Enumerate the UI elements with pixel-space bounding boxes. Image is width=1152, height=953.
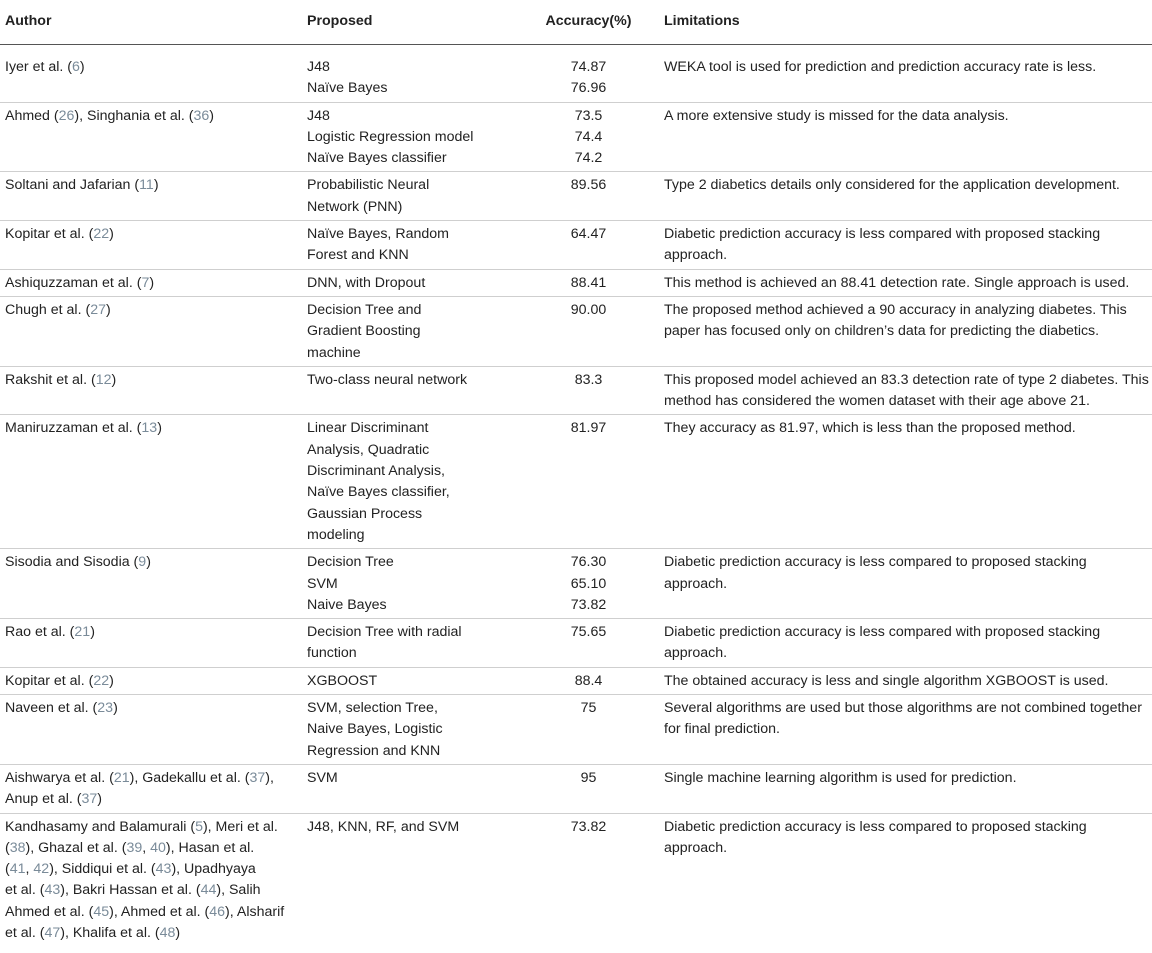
proposed-method: Naïve Bayes, Random: [307, 226, 449, 243]
author-line: [5, 671, 302, 692]
column-header-author: Author: [0, 0, 302, 45]
limitations-cell: [659, 172, 1152, 221]
proposed-method: Decision Tree and: [307, 301, 422, 318]
citation-link[interactable]: 11: [139, 177, 154, 194]
author-text: ): [113, 700, 118, 717]
author-text: ), Siddiqui et al. (: [49, 861, 156, 878]
accuracy-cell: [518, 296, 659, 366]
citation-link[interactable]: 26: [58, 107, 75, 124]
citation-link[interactable]: 48: [159, 924, 176, 941]
proposed-method: J48: [307, 59, 330, 75]
proposed-method: Forest and KNN: [307, 247, 409, 264]
limitations-cell: [659, 102, 1152, 172]
proposed-method: Naive Bayes, Logistic: [307, 721, 443, 738]
limitations-text: Diabetic prediction accuracy is less compared to proposed stacking approach.: [664, 554, 1087, 592]
author-cell: [0, 619, 302, 668]
limitations-text: The obtained accuracy is less and single algorithm XGBOOST is used.: [664, 672, 1109, 689]
limitations-text: WEKA tool is used for prediction and prediction accuracy rate is less.: [664, 59, 1097, 75]
proposed-method: SVM: [307, 769, 338, 786]
proposed-cell: [302, 221, 518, 270]
limitations-text: Diabetic prediction accuracy is less compared to proposed stacking approach.: [664, 818, 1087, 856]
author-text: ,: [25, 861, 34, 878]
accuracy-value: 83.3: [574, 371, 603, 388]
table-row: [0, 813, 1152, 946]
proposed-method: Naive Bayes: [307, 596, 387, 613]
citation-link[interactable]: 9: [138, 554, 147, 571]
accuracy-cell: [518, 667, 659, 694]
citation-link[interactable]: 42: [33, 861, 50, 878]
author-text: ): [79, 59, 85, 75]
author-text: ): [90, 624, 95, 641]
author-text: Kopitar et al. (: [5, 226, 94, 243]
proposed-method: Decision Tree: [307, 554, 394, 571]
table-header-row: [0, 0, 1152, 45]
citation-link[interactable]: 21: [74, 624, 91, 641]
table-row: [0, 415, 1152, 549]
accuracy-value: 65.10: [570, 575, 607, 592]
accuracy-value: 74.2: [574, 150, 603, 167]
author-text: Aishwarya et al. (: [5, 769, 114, 786]
proposed-method: XGBOOST: [307, 672, 378, 689]
author-line: [5, 838, 302, 859]
proposed-cell: [302, 619, 518, 668]
author-text: ,: [142, 839, 151, 856]
citation-link[interactable]: 36: [193, 107, 210, 124]
table-row: [0, 269, 1152, 296]
author-text: Maniruzzaman et al. (: [5, 420, 142, 437]
limitations-text: Diabetic prediction accuracy is less compared with proposed stacking approach.: [664, 624, 1101, 662]
author-text: Rao et al. (: [5, 624, 75, 641]
author-line: [5, 622, 302, 643]
author-text: Ahmed et al. (: [5, 903, 94, 920]
author-line: [5, 224, 302, 245]
accuracy-cell: [518, 619, 659, 668]
accuracy-cell: [518, 102, 659, 172]
proposed-method: modeling: [307, 526, 365, 543]
accuracy-cell: [518, 549, 659, 619]
author-cell: [0, 45, 302, 103]
author-line: [5, 698, 302, 719]
citation-link[interactable]: 47: [44, 924, 61, 941]
citation-link[interactable]: 44: [200, 882, 217, 899]
accuracy-value: 90.00: [570, 301, 607, 318]
proposed-cell: [302, 813, 518, 946]
author-line: [5, 418, 302, 439]
limitations-text: A more extensive study is missed for the data analysis.: [664, 107, 1009, 124]
table-body: [0, 45, 1152, 947]
author-text: Kopitar et al. (: [5, 672, 94, 689]
proposed-method: Two-class neural network: [307, 371, 468, 388]
limitations-cell: [659, 269, 1152, 296]
author-text: Rakshit et al. (: [5, 371, 96, 388]
proposed-method: Gradient Boosting: [307, 323, 421, 340]
accuracy-cell: [518, 366, 659, 415]
author-cell: [0, 415, 302, 549]
table-row: [0, 102, 1152, 172]
accuracy-value: 75: [580, 700, 597, 717]
author-text: et al. (: [5, 882, 45, 899]
limitations-cell: [659, 695, 1152, 765]
accuracy-value: 88.4: [574, 672, 603, 689]
author-text: ), Salih: [216, 882, 261, 899]
proposed-method: Probabilistic Neural: [307, 177, 430, 194]
author-line: [5, 370, 302, 391]
table-row: [0, 549, 1152, 619]
author-cell: [0, 764, 302, 813]
limitations-text: Several algorithms are used but those algorithms are not combined together for final prediction.: [664, 700, 1142, 738]
author-line: [5, 789, 302, 810]
proposed-method: J48, KNN, RF, and SVM: [307, 818, 460, 835]
author-line: [5, 300, 302, 321]
table-row: [0, 296, 1152, 366]
author-text: ): [157, 420, 162, 437]
accuracy-cell: [518, 415, 659, 549]
limitations-text: Type 2 diabetics details only considered for the application development.: [664, 177, 1120, 194]
accuracy-cell: [518, 764, 659, 813]
limitations-text: They accuracy as 81.97, which is less than the proposed method.: [664, 420, 1076, 437]
proposed-cell: [302, 549, 518, 619]
citation-link[interactable]: 7: [141, 274, 150, 291]
author-text: ), Meri et al.: [202, 818, 278, 835]
proposed-method: Analysis, Quadratic: [307, 441, 430, 458]
table-row: [0, 221, 1152, 270]
citation-link[interactable]: 22: [93, 226, 110, 243]
proposed-method: Logistic Regression model: [307, 128, 474, 145]
accuracy-cell: [518, 172, 659, 221]
proposed-cell: [302, 269, 518, 296]
author-line: [5, 923, 302, 944]
accuracy-value: 81.97: [570, 420, 607, 437]
author-text: ), Ghazal et al. (: [25, 839, 127, 856]
citation-link[interactable]: 37: [81, 791, 98, 808]
author-cell: [0, 813, 302, 946]
limitations-cell: [659, 415, 1152, 549]
proposed-method: Discriminant Analysis,: [307, 463, 445, 480]
accuracy-cell: [518, 695, 659, 765]
citation-link[interactable]: 37: [249, 769, 266, 786]
author-text: Soltani and Jafarian (: [5, 177, 140, 194]
accuracy-value: 73.82: [570, 596, 607, 613]
proposed-cell: [302, 45, 518, 103]
accuracy-value: 95: [580, 769, 597, 786]
citation-link[interactable]: 39: [126, 839, 143, 856]
citation-link[interactable]: 6: [72, 59, 80, 75]
limitations-cell: [659, 366, 1152, 415]
accuracy-value: 75.65: [570, 624, 607, 641]
proposed-method: Network (PNN): [307, 198, 403, 215]
author-text: (: [5, 861, 10, 878]
citation-link[interactable]: 12: [95, 371, 112, 388]
accuracy-value: 76.96: [570, 80, 607, 97]
author-text: (: [5, 839, 10, 856]
author-text: ), Bakri Hassan et al. (: [60, 882, 201, 899]
author-text: Iyer et al. (: [5, 59, 73, 75]
author-line: [5, 552, 302, 573]
author-line: [5, 880, 302, 901]
proposed-method: Naïve Bayes classifier,: [307, 484, 450, 501]
column-header-proposed: Proposed: [302, 0, 518, 45]
accuracy-value: 74.87: [570, 59, 607, 75]
proposed-method: Regression and KNN: [307, 742, 441, 759]
author-cell: [0, 366, 302, 415]
citation-link[interactable]: 40: [150, 839, 166, 856]
author-text: ), Singhania et al. (: [74, 107, 194, 124]
limitations-cell: [659, 667, 1152, 694]
author-text: ), Alsharif: [225, 903, 285, 920]
author-text: Chugh et al. (: [5, 301, 91, 318]
citation-link[interactable]: 45: [93, 903, 110, 920]
proposed-method: DNN, with Dropout: [307, 274, 426, 291]
limitations-text: Single machine learning algorithm is used for prediction.: [664, 769, 1017, 786]
author-text: Ashiquzzaman et al. (: [5, 274, 142, 291]
proposed-method: Decision Tree with radial: [307, 624, 462, 641]
author-cell: [0, 667, 302, 694]
proposed-cell: [302, 415, 518, 549]
author-line: [5, 175, 302, 196]
author-cell: [0, 172, 302, 221]
table-row: [0, 667, 1152, 694]
author-text: Kandhasamy and Balamurali (: [5, 818, 196, 835]
column-header-accuracy: Accuracy(%): [518, 0, 659, 45]
accuracy-cell: [518, 45, 659, 103]
author-text: Naveen et al. (: [5, 700, 98, 717]
proposed-cell: [302, 695, 518, 765]
limitations-cell: [659, 619, 1152, 668]
author-text: ), Hasan et al.: [165, 839, 255, 856]
citation-link[interactable]: 43: [44, 882, 61, 899]
table-row: [0, 764, 1152, 813]
limitations-text: This method is achieved an 88.41 detection rate. Single approach is used.: [664, 274, 1130, 291]
limitations-cell: [659, 296, 1152, 366]
author-text: et al. (: [5, 924, 45, 941]
limitations-text: Diabetic prediction accuracy is less compared with proposed stacking approach.: [664, 226, 1101, 264]
accuracy-value: 74.4: [574, 128, 603, 145]
limitations-text: The proposed method achieved a 90 accuracy in analyzing diabetes. This paper has focused only on children’s data for predicting the diabetics.: [664, 301, 1127, 340]
proposed-method: SVM, selection Tree,: [307, 700, 438, 717]
author-line: [5, 902, 302, 923]
author-text: ): [109, 226, 114, 243]
table-row: [0, 172, 1152, 221]
accuracy-cell: [518, 221, 659, 270]
author-cell: [0, 221, 302, 270]
author-line: [5, 273, 302, 294]
proposed-method: J48: [307, 107, 330, 124]
proposed-method: machine: [307, 344, 361, 361]
table-row: [0, 619, 1152, 668]
citation-link[interactable]: 23: [97, 700, 114, 717]
limitations-text: This proposed model achieved an 83.3 detection rate of type 2 diabetes. This method has considered the women dataset with their age above 21.: [664, 371, 1149, 410]
limitations-cell: [659, 813, 1152, 946]
accuracy-value: 89.56: [570, 177, 607, 194]
citation-link[interactable]: 21: [113, 769, 130, 786]
author-line: [5, 106, 302, 127]
proposed-method: Gaussian Process: [307, 505, 423, 522]
limitations-cell: [659, 764, 1152, 813]
limitations-cell: [659, 221, 1152, 270]
author-line: [5, 57, 302, 78]
proposed-cell: [302, 296, 518, 366]
author-text: ), Ahmed et al. (: [109, 903, 210, 920]
author-text: ): [153, 177, 159, 194]
accuracy-cell: [518, 813, 659, 946]
accuracy-cell: [518, 269, 659, 296]
citation-link[interactable]: 46: [209, 903, 226, 920]
author-text: ): [105, 301, 111, 318]
column-header-limitations: Limitations: [659, 0, 1152, 45]
author-text: ): [149, 274, 155, 291]
author-text: Ahmed (: [5, 107, 59, 124]
proposed-cell: [302, 172, 518, 221]
proposed-method: Naïve Bayes: [307, 80, 388, 97]
author-text: ), Upadhyaya: [171, 861, 256, 878]
proposed-method: function: [307, 645, 357, 662]
author-text: Anup et al. (: [5, 791, 82, 808]
proposed-method: Linear Discriminant: [307, 420, 429, 437]
author-text: Sisodia and Sisodia (: [5, 554, 139, 571]
author-text: ),: [265, 769, 274, 786]
citation-link[interactable]: 5: [195, 818, 203, 835]
citation-link[interactable]: 13: [141, 420, 158, 437]
limitations-cell: [659, 45, 1152, 103]
author-text: ): [97, 791, 103, 808]
author-cell: [0, 296, 302, 366]
table-row: [0, 695, 1152, 765]
proposed-cell: [302, 102, 518, 172]
proposed-method: SVM: [307, 575, 338, 592]
author-line: [5, 817, 302, 838]
table-row: [0, 45, 1152, 103]
author-line: [5, 768, 302, 789]
accuracy-value: 73.82: [570, 818, 607, 835]
author-cell: [0, 102, 302, 172]
citation-link[interactable]: 41: [9, 861, 26, 878]
proposed-cell: [302, 667, 518, 694]
author-cell: [0, 549, 302, 619]
author-text: ): [209, 107, 215, 124]
author-text: ), Khalifa et al. (: [60, 924, 160, 941]
citation-link[interactable]: 22: [93, 672, 110, 689]
citation-link[interactable]: 27: [90, 301, 106, 318]
author-line: [5, 859, 302, 880]
table-row: [0, 366, 1152, 415]
citation-link[interactable]: 38: [9, 839, 26, 856]
author-cell: [0, 269, 302, 296]
citation-link[interactable]: 43: [155, 861, 172, 878]
proposed-cell: [302, 764, 518, 813]
author-text: ), Gadekallu et al. (: [129, 769, 250, 786]
proposed-method: Naïve Bayes classifier: [307, 150, 447, 167]
accuracy-value: 88.41: [570, 274, 607, 291]
author-cell: [0, 695, 302, 765]
proposed-cell: [302, 366, 518, 415]
accuracy-value: 73.5: [574, 107, 603, 124]
author-text: ): [146, 554, 151, 571]
author-text: ): [175, 924, 181, 941]
limitations-cell: [659, 549, 1152, 619]
author-text: ): [111, 371, 117, 388]
author-text: ): [109, 672, 114, 689]
accuracy-value: 76.30: [570, 554, 607, 571]
accuracy-value: 64.47: [570, 226, 607, 243]
